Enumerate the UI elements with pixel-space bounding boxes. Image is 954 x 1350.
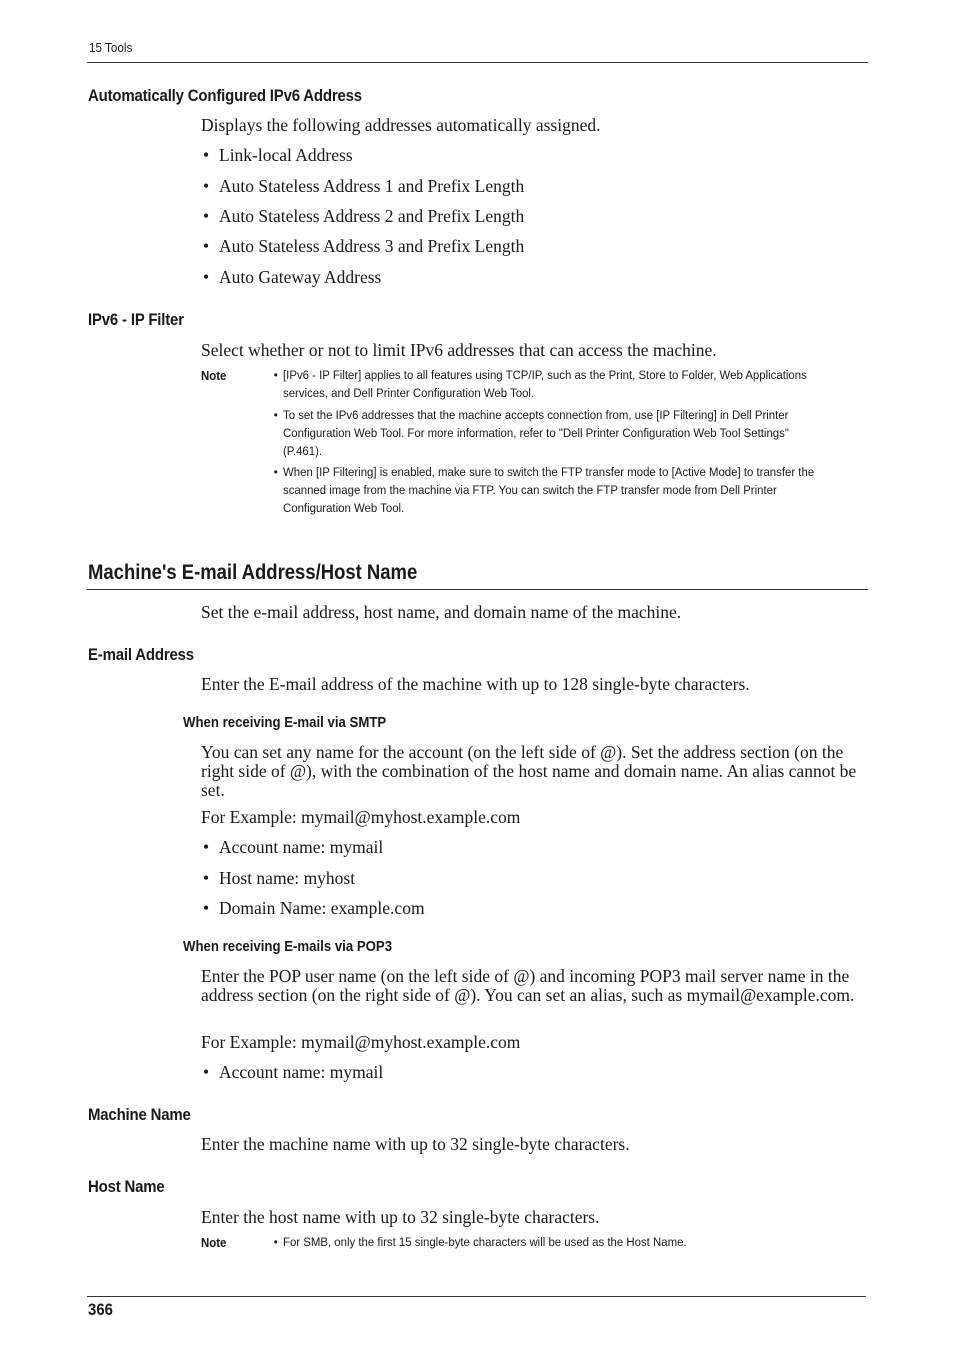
note-item: • When [IP Filtering] is enabled, make sure to switch the FTP transfer mode to [Active Mode] to transfer the scanned image from the machine via FTP. You can switch the FTP transfer mode from Dell Printer Configuration Web Tool. bbox=[283, 464, 826, 517]
subsection-title-pop3: When receiving E-mails via POP3 bbox=[183, 938, 393, 955]
list-item: • Account name: mymail bbox=[219, 837, 383, 858]
note-item: • [IPv6 - IP Filter] applies to all features using TCP/IP, such as the Print, Store to Folder, Web Applications services, and Dell Printer Configuration Web Tool. bbox=[283, 367, 826, 403]
section-title-ipv6-filter: IPv6 - IP Filter bbox=[88, 310, 184, 329]
pop3-description: Enter the POP user name (on the left side of @) and incoming POP3 mail server name in the address section (on the right side of @). You can set an alias, such as mymail@example.com. bbox=[201, 966, 855, 1005]
auto-ipv6-description: Displays the following addresses automatically assigned. bbox=[201, 115, 601, 135]
note-item: • To set the IPv6 addresses that the machine accepts connection from, use [IP Filtering] in Dell Printer Configuration Web Tool. For more information, refer to "Dell Printer Configuration Web Tool Settings" (P.461). bbox=[283, 407, 826, 460]
pop3-example: For Example: mymail@myhost.example.com bbox=[201, 1032, 521, 1052]
list-item: • Auto Stateless Address 3 and Prefix Length bbox=[219, 236, 524, 257]
subsection-title-smtp: When receiving E-mail via SMTP bbox=[183, 714, 387, 731]
list-item: • Auto Stateless Address 1 and Prefix Length bbox=[219, 176, 524, 197]
chapter-header: 15 Tools bbox=[89, 40, 133, 55]
list-item: • Link-local Address bbox=[219, 145, 353, 166]
section-title-email-address: E-mail Address bbox=[88, 645, 194, 664]
note-item: • For SMB, only the first 15 single-byte characters will be used as the Host Name. bbox=[283, 1234, 826, 1252]
list-item: • Auto Stateless Address 2 and Prefix Length bbox=[219, 206, 524, 227]
list-item: • Account name: mymail bbox=[219, 1062, 383, 1083]
section-title-auto-ipv6: Automatically Configured IPv6 Address bbox=[88, 86, 362, 105]
page-number: 366 bbox=[88, 1300, 113, 1319]
list-item: • Domain Name: example.com bbox=[219, 898, 425, 919]
footer-divider bbox=[87, 1296, 866, 1297]
ipv6-filter-description: Select whether or not to limit IPv6 addresses that can access the machine. bbox=[201, 340, 717, 360]
smtp-example: For Example: mymail@myhost.example.com bbox=[201, 807, 521, 827]
smtp-description: You can set any name for the account (on the left side of @). Set the address section (on the right side of @), with the combination of the host name and domain name. An alias cannot be set. bbox=[201, 742, 857, 800]
host-name-description: Enter the host name with up to 32 single-byte characters. bbox=[201, 1207, 600, 1227]
list-item: • Host name: myhost bbox=[219, 868, 355, 889]
email-address-description: Enter the E-mail address of the machine with up to 128 single-byte characters. bbox=[201, 674, 750, 694]
section-divider bbox=[87, 589, 868, 590]
note-label: Note bbox=[201, 368, 227, 383]
list-item: • Auto Gateway Address bbox=[219, 267, 381, 288]
section-title-machine-name: Machine Name bbox=[88, 1105, 191, 1124]
machine-email-description: Set the e-mail address, host name, and domain name of the machine. bbox=[201, 602, 682, 622]
machine-name-description: Enter the machine name with up to 32 single-byte characters. bbox=[201, 1134, 630, 1154]
note-label: Note bbox=[201, 1235, 227, 1250]
section-title-machine-email: Machine's E-mail Address/Host Name bbox=[88, 561, 418, 584]
header-divider bbox=[87, 62, 868, 63]
section-title-host-name: Host Name bbox=[88, 1177, 165, 1196]
